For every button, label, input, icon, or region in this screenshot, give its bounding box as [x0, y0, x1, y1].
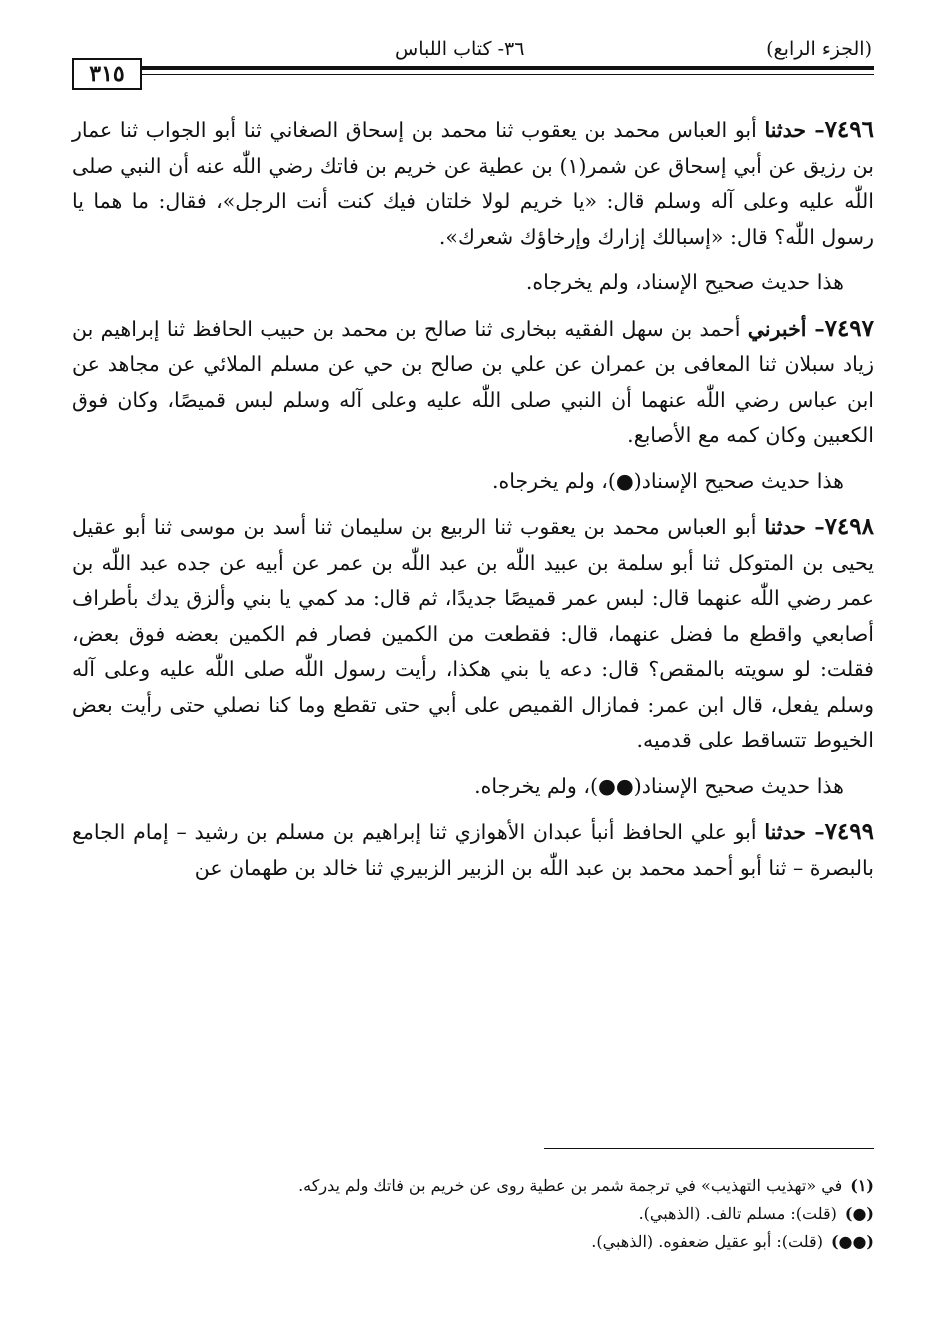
footnote-3 — [120, 1228, 874, 1256]
footnotes — [120, 1172, 874, 1256]
main-text — [72, 112, 874, 886]
hadith-7498 — [72, 509, 874, 759]
hadith-verdict: هذا حديث صحيح الإسناد، ولم يخرجاه. — [525, 270, 844, 294]
hadith-7497 — [72, 311, 874, 454]
footnote-mark: (١) — [850, 1176, 874, 1195]
footnote-1 — [120, 1172, 874, 1200]
hadith-text: أبو العباس محمد بن يعقوب ثنا الربيع بن سليمان ثنا أسد بن موسى ثنا أبو عقيل يحيى بن المتوكل ثنا أبو سلمة بن عبيد اللّٰه بن عبد اللّٰه بن عمر عن أبيه عن جده عبد اللّٰه بن عمر رضي اللّٰه عنهما قال: لبس عمر قميصًا جديدًا، ثم قال: مد كمي يا بني وألزق يدك بأطراف أصابعي واقطع ما فضل عنهما، قال: فقطعت من الكمين فصار فم الكمين بعضه فوق بعض، فقلت: لو سويته بالمقص؟ قال: دعه يا بني هكذا، رأيت رسول اللّٰه صلى اللّٰه عليه وعلى آله وسلم يفعل، قال ابن عمر: فمازال القميص على أبي حتى تقطع وما كنا نصلي حتى رأيت بعض الخيوط تتساقط على قدميه. — [72, 515, 874, 752]
hadith-number: ٧٤٩٦ — [824, 116, 874, 143]
hadith-number: ٧٤٩٨ — [824, 513, 874, 540]
page-number: ٣١٥ — [72, 58, 142, 90]
hadith-text: أبو علي الحافظ أنبأ عبدان الأهوازي ثنا إبراهيم بن مسلم بن رشيد – إمام الجامع بالبصرة – ثنا أبو أحمد محمد بن عبد اللّٰه بن الزبير الزبيري ثنا خالد بن طهمان عن — [72, 820, 874, 880]
hadith-lead: – أخبرني — [747, 316, 825, 341]
hadith-lead: – حدثنا — [764, 820, 825, 844]
header-rule-thin — [142, 74, 874, 75]
hadith-verdict: هذا حديث صحيح الإسناد(●)، ولم يخرجاه. — [491, 468, 844, 493]
volume-title: (الجزء الرابع) — [766, 38, 872, 60]
footnote-mark: (●) — [844, 1204, 874, 1223]
hadith-number: ٧٤٩٧ — [824, 314, 875, 342]
header-rule-thick — [142, 66, 874, 70]
footnote-text: (قلت): مسلم تالف. (الذهبي). — [638, 1204, 837, 1223]
chapter-title: ٣٦- كتاب اللباس — [395, 38, 525, 60]
hadith-7496 — [72, 112, 874, 255]
footnote-2 — [120, 1200, 874, 1228]
hadith-text: أبو العباس محمد بن يعقوب ثنا محمد بن إسحاق الصغاني ثنا أبو الجواب ثنا عمار بن رزيق عن أبي إسحاق عن شمر(١) بن عطية عن خريم بن فاتك رضي اللّٰه عنه أن النبي صلى اللّٰه عليه وعلى آله وسلم قال: «يا خريم لولا خلتان فيك كنت أنت الرجل»، فقال: ما هما يا رسول اللّٰه؟ قال: «إسبالك إزارك وإرخاؤك شعرك». — [72, 118, 874, 249]
footnote-mark: (●●) — [830, 1232, 874, 1251]
hadith-text: أحمد بن سهل الفقيه ببخارى ثنا صالح بن محمد بن حبيب الحافظ ثنا إبراهيم بن زياد سبلان ثنا المعافى بن عمران عن علي بن صالح بن حي عن مسلم الملائي عن مجاهد عن ابن عباس رضي اللّٰه عنهما أن النبي صلى اللّٰه عليه وعلى آله وسلم لبس قميصًا، وكان فوق الكعبين وكان كمه مع الأصابع. — [72, 316, 874, 447]
hadith-lead: – حدثنا — [764, 118, 825, 142]
hadith-7499 — [72, 814, 874, 886]
hadith-number: ٧٤٩٩ — [824, 818, 874, 845]
footnote-text: في «تهذيب التهذيب» في ترجمة شمر بن عطية روى عن خريم بن فاتك ولم يدركه. — [298, 1176, 843, 1195]
hadith-verdict: هذا حديث صحيح الإسناد(●●)، ولم يخرجاه. — [474, 773, 844, 798]
hadith-lead: – حدثنا — [764, 515, 825, 539]
footnote-text: (قلت): أبو عقيل ضعفوه. (الذهبي). — [591, 1232, 823, 1251]
footnote-separator — [544, 1148, 874, 1149]
